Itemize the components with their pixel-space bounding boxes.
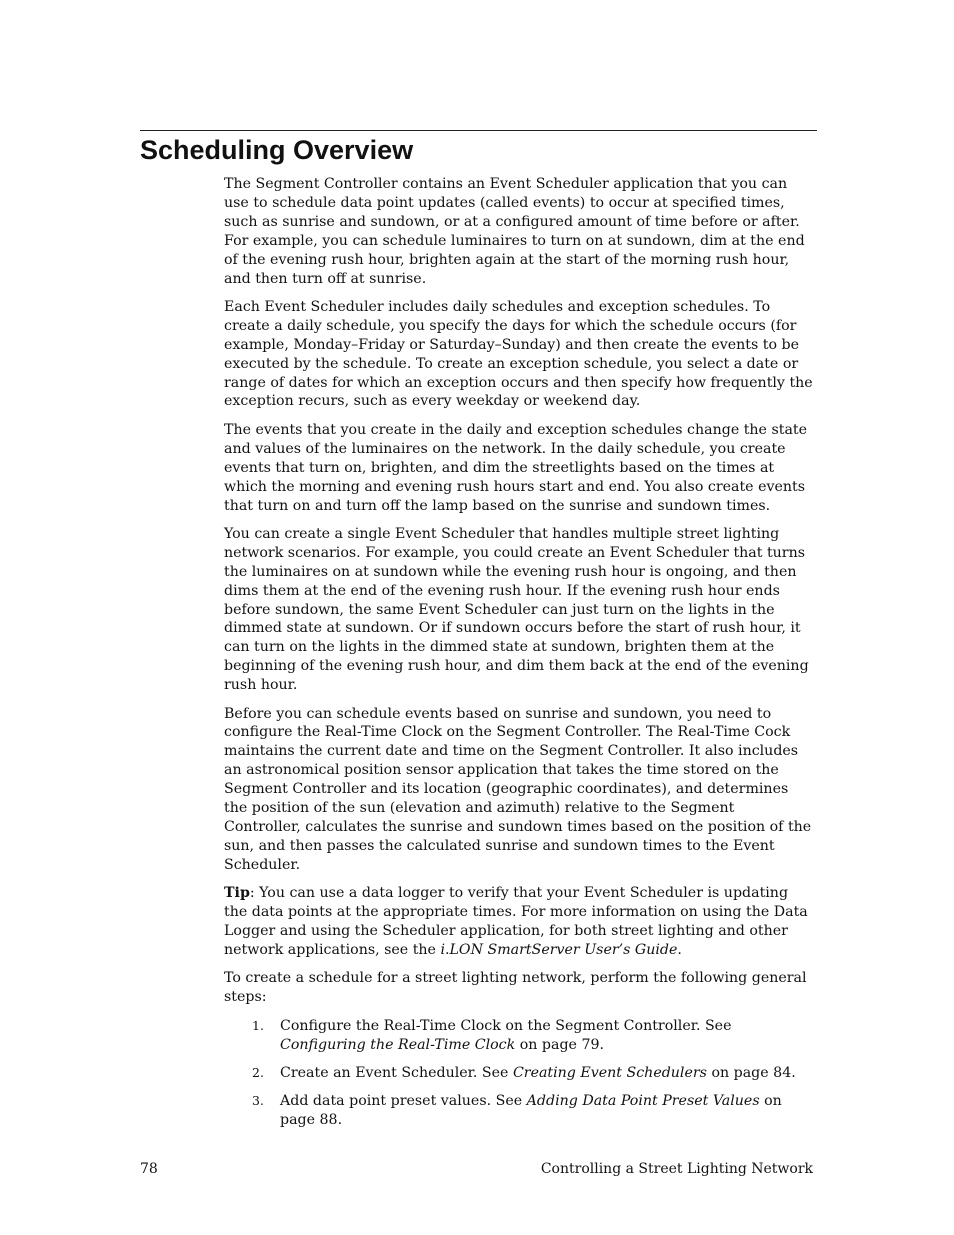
- step-text: Create an Event Scheduler. See: [280, 1064, 513, 1081]
- step-reference: Creating Event Schedulers: [512, 1064, 707, 1081]
- step-number: 3.: [252, 1093, 264, 1109]
- step-text: Configure the Real-Time Clock on the Segment Controller. See: [280, 1017, 732, 1034]
- body-text: [224, 175, 814, 1140]
- paragraph-daily-exception: Each Event Scheduler includes daily schedules and exception schedules. To create a daily schedule, you specify the days for which the schedule occurs (for example, Monday–Friday or Saturday–Sunday) and then create the events to be executed by the schedule. To create an exception schedule, you select a date or range of dates for which an exception occurs and then specify how frequently the exception recurs, such as every weekday or weekend day.: [224, 298, 813, 410]
- step-page: on page 79.: [515, 1036, 605, 1053]
- footer-page-number: 78: [140, 1161, 158, 1177]
- paragraph-intro: The Segment Controller contains an Event Scheduler application that you can use to schedule data point updates (called events) to occur at specified times, such as sunrise and sundown, or at a configured amount of time before or after. For example, you can schedule luminaires to turn on at sundown, dim at the end of the evening rush hour, brighten again at the start of the morning rush hour, and then turn off at sunrise.: [224, 176, 805, 287]
- steps-list: [224, 1017, 814, 1131]
- tip-end: .: [677, 941, 682, 958]
- step-page: on page 84.: [706, 1064, 796, 1081]
- step-reference: Adding Data Point Preset Values: [526, 1093, 760, 1110]
- step-page: on page 88.: [280, 1093, 782, 1129]
- step-number: 1.: [252, 1017, 264, 1033]
- section-heading: Scheduling Overview: [140, 135, 414, 165]
- tip-label: Tip: [224, 885, 250, 902]
- tip-text: : You can use a data logger to verify that your Event Scheduler is updating the data points at the appropriate times. For more information on using the Data Logger and using the Scheduler application, for both street lighting and other network applications, see the: [224, 885, 808, 958]
- paragraph-steps-intro: To create a schedule for a street lighting network, perform the following general steps:: [224, 970, 807, 1006]
- paragraph-scenarios: You can create a single Event Scheduler that handles multiple street lighting network scenarios. For example, you could create an Event Scheduler that turns the luminaires on at sundown while the evening rush hour is ongoing, and then dims them at the end of the evening rush hour. If the evening rush hour ends before sundown, the same Event Scheduler can just turn on the lights in the dimmed state at sundown. Or if sundown occurs before the start of rush hour, it can turn on the lights in the dimmed state at sundown, brighten them at the beginning of the evening rush hour, and dim them back at the end of the evening rush hour.: [224, 525, 809, 694]
- step-reference: Configuring the Real-Time Clock: [280, 1036, 516, 1053]
- step-text: Add data point preset values. See: [280, 1093, 527, 1110]
- paragraph-tip: [224, 884, 814, 960]
- heading-rule: [140, 130, 817, 131]
- paragraph-events: The events that you create in the daily and exception schedules change the state and values of the luminaires on the network. In the daily schedule, you create events that turn on, brighten, and dim the streetlights based on the times at which the morning and evening rush hours start and end. You also create events that turn on and turn off the lamp based on the sunrise and sundown times.: [224, 421, 808, 514]
- step-item: [224, 1064, 814, 1083]
- footer-chapter-title: Controlling a Street Lighting Network: [540, 1161, 813, 1177]
- tip-guide-reference: i.LON SmartServer User’s Guide: [440, 941, 678, 958]
- paragraph-real-time-clock: Before you can schedule events based on sunrise and sundown, you need to configure the Real-Time Clock on the Segment Controller. The Real-Time Cock maintains the current date and time on the Segment Controller. It also includes an astronomical position sensor application that takes the time stored on the Segment Controller and its location (geographic coordinates), and determines the position of the sun (elevation and azimuth) relative to the Segment Controller, calculates the sunrise and sundown times based on the position of the sun, and then passes the calculated sunrise and sundown times to the Event Scheduler.: [224, 705, 812, 873]
- step-item: [224, 1017, 814, 1055]
- step-item: [224, 1092, 814, 1130]
- step-number: 2.: [252, 1064, 264, 1080]
